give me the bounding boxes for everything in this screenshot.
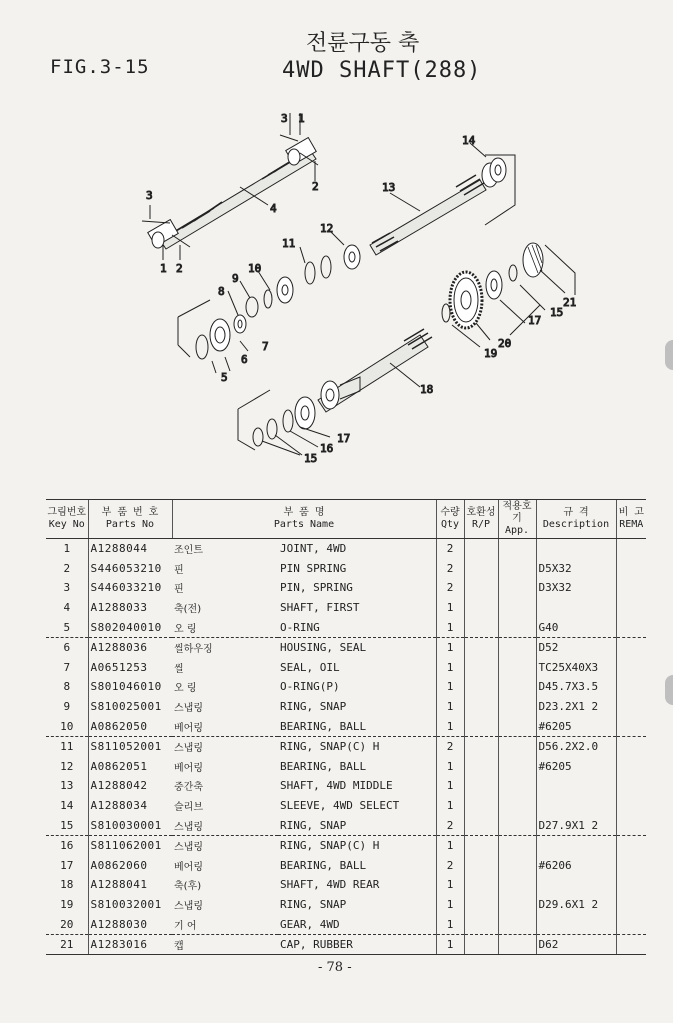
qty-cell: 1	[436, 716, 464, 736]
korean-name-cell: 핀	[174, 584, 184, 596]
rp-cell	[464, 637, 498, 657]
remarks-cell	[616, 637, 646, 657]
key-cell: 10	[46, 716, 88, 736]
table-row	[46, 856, 646, 876]
parts-name-cell: SHAFT, 4WD REAR	[280, 878, 380, 892]
qty-cell: 1	[436, 914, 464, 934]
remarks-cell	[616, 658, 646, 678]
key-cell: 7	[63, 660, 71, 674]
rp-cell	[464, 875, 498, 895]
parts-name-cell: RING, SNAP(C) H	[280, 740, 380, 754]
callout: 21	[563, 296, 577, 309]
parts-no-cell: S446053210	[88, 559, 172, 579]
description-cell	[536, 914, 616, 934]
description-cell: D23.2X1 2	[536, 697, 616, 717]
key-cell: 4	[63, 601, 71, 615]
table-row	[46, 598, 646, 618]
parts-no-cell: S810032001	[88, 895, 172, 915]
rp-cell	[464, 578, 498, 598]
qty-cell: 1	[436, 934, 464, 955]
parts-no-cell: A1288034	[88, 796, 172, 816]
app-cell	[498, 658, 536, 678]
description-cell	[536, 796, 616, 816]
description-cell: D3X32	[536, 578, 616, 598]
col-description: 규 격 Description	[536, 500, 616, 539]
app-cell	[498, 578, 536, 598]
parts-no-cell: S811052001	[88, 736, 172, 756]
description-cell	[536, 598, 616, 618]
parts-no-cell: A0651253	[88, 658, 172, 678]
qty-cell: 1	[436, 617, 464, 637]
remarks-cell	[616, 815, 646, 835]
app-cell	[498, 835, 536, 855]
remarks-cell	[616, 796, 646, 816]
page-title-english: 4WD SHAFT(288)	[282, 58, 482, 83]
description-cell: TC25X40X3	[536, 658, 616, 678]
fig-label: FIG.3-15	[50, 56, 150, 78]
app-cell	[498, 598, 536, 618]
parts-no-cell: S446033210	[88, 578, 172, 598]
parts-name-cell: BEARING, BALL	[278, 716, 436, 736]
table-row	[46, 658, 646, 678]
parts-name-cell: JOINT, 4WD	[280, 542, 347, 556]
app-cell	[498, 934, 536, 955]
qty-cell: 2	[436, 736, 464, 756]
parts-no-cell: A1283016	[88, 934, 172, 955]
korean-name-cell: 베어링	[172, 716, 278, 736]
callout: 6	[241, 353, 248, 366]
description-cell: D62	[536, 934, 616, 955]
parts-no-cell: A0862051	[88, 757, 172, 777]
korean-name-cell: 스냅링	[172, 815, 278, 835]
key-cell: 12	[60, 759, 74, 773]
key-cell: 13	[60, 779, 74, 793]
remarks-cell	[616, 875, 646, 895]
korean-name-cell: 스냅링	[174, 842, 203, 854]
description-cell: #6205	[536, 716, 616, 736]
remarks-cell	[616, 578, 646, 598]
remarks-cell	[616, 757, 646, 777]
qty-cell: 2	[436, 815, 464, 835]
parts-no-cell: S801046010	[88, 677, 172, 697]
table-row	[46, 559, 646, 579]
korean-name-cell: 스냅링	[174, 743, 203, 755]
korean-name-cell: 조인트	[174, 545, 203, 557]
remarks-cell	[616, 697, 646, 717]
key-cell: 21	[46, 934, 88, 955]
col-remarks: 비 고 REMA	[616, 500, 646, 539]
parts-name-cell: BEARING, BALL	[280, 858, 367, 872]
parts-no-cell: A1288030	[88, 914, 172, 934]
korean-name-cell: 베어링	[174, 762, 203, 774]
rp-cell	[464, 895, 498, 915]
rp-cell	[464, 835, 498, 855]
key-cell: 20	[46, 914, 88, 934]
korean-name-cell: 스냅링	[174, 703, 203, 715]
parts-no-cell: A1288041	[88, 875, 172, 895]
remarks-cell	[616, 736, 646, 756]
table-row	[46, 578, 646, 598]
parts-no-cell: A1288042	[88, 776, 172, 796]
table-row	[46, 835, 646, 855]
table-row	[46, 914, 646, 934]
middle-shaft-assembly	[330, 143, 515, 269]
app-cell	[498, 895, 536, 915]
page-tab-upper	[665, 340, 673, 370]
remarks-cell	[616, 914, 646, 934]
app-cell	[498, 716, 536, 736]
description-cell: D5X32	[536, 559, 616, 579]
remarks-cell	[616, 598, 646, 618]
parts-no-cell: A0862060	[88, 856, 172, 876]
app-cell	[498, 914, 536, 934]
key-cell: 8	[63, 680, 71, 694]
parts-name-cell: O-RING	[278, 617, 436, 637]
description-cell: D45.7X3.5	[536, 677, 616, 697]
parts-name-cell: PIN SPRING	[280, 561, 347, 575]
description-cell	[536, 875, 616, 895]
gear-assembly	[442, 243, 575, 347]
remarks-cell	[616, 856, 646, 876]
qty-cell: 1	[436, 658, 464, 678]
app-cell	[498, 559, 536, 579]
description-cell: G40	[536, 617, 616, 637]
app-cell	[498, 539, 536, 559]
qty-cell: 1	[436, 598, 464, 618]
col-parts-no: 부 품 번 호 Parts No	[88, 500, 172, 539]
app-cell	[498, 796, 536, 816]
description-cell: D29.6X1 2	[536, 895, 616, 915]
rp-cell	[464, 914, 498, 934]
parts-name-cell: SLEEVE, 4WD SELECT	[280, 799, 400, 813]
app-cell	[498, 875, 536, 895]
rp-cell	[464, 736, 498, 756]
description-cell: D52	[536, 637, 616, 657]
callout: 13	[382, 181, 396, 194]
table-row	[46, 697, 646, 717]
description-cell: #6205	[536, 757, 616, 777]
remarks-cell	[616, 776, 646, 796]
parts-name-cell: RING, SNAP	[278, 815, 436, 835]
table-row	[46, 895, 646, 915]
parts-name-cell: BEARING, BALL	[280, 759, 367, 773]
callout: 15	[550, 306, 564, 319]
parts-name-cell: O-RING(P)	[280, 680, 340, 694]
korean-name-cell: 오 링	[172, 617, 278, 637]
parts-name-cell: SEAL, OIL	[280, 660, 340, 674]
callout: 14	[462, 134, 476, 147]
callout: 15	[304, 452, 318, 465]
qty-cell: 2	[436, 578, 464, 598]
table-row	[46, 796, 646, 816]
col-qty: 수량 Qty	[436, 500, 464, 539]
key-cell: 18	[60, 878, 74, 892]
callout: 5	[221, 371, 228, 384]
parts-name-cell: PIN, SPRING	[280, 581, 353, 595]
app-cell	[498, 736, 536, 756]
description-cell	[536, 539, 616, 559]
col-parts-name: 부 품 명 Parts Name	[172, 500, 436, 539]
table-row	[46, 539, 646, 559]
rp-cell	[464, 598, 498, 618]
korean-name-cell: 오 링	[174, 683, 197, 695]
parts-table	[46, 499, 646, 955]
table-row	[46, 875, 646, 895]
qty-cell: 1	[436, 757, 464, 777]
description-cell	[536, 776, 616, 796]
callout: 7	[262, 340, 269, 353]
parts-no-cell: A1288044	[88, 539, 172, 559]
callout: 3	[281, 112, 288, 125]
callout: 1	[298, 112, 305, 125]
callout: 8	[218, 285, 225, 298]
rp-cell	[464, 796, 498, 816]
col-key: 그림번호 Key No	[46, 500, 88, 539]
callout: 19	[484, 347, 498, 360]
callout: 4	[270, 202, 277, 215]
description-cell: #6206	[536, 856, 616, 876]
rp-cell	[464, 697, 498, 717]
parts-name-cell: CAP, RUBBER	[278, 934, 436, 955]
col-rp: 호환성 R/P	[464, 500, 498, 539]
key-cell: 5	[46, 617, 88, 637]
description-cell: D27.9X1 2	[536, 815, 616, 835]
key-cell: 6	[63, 641, 71, 655]
key-cell: 9	[63, 700, 71, 714]
key-cell: 15	[46, 815, 88, 835]
parts-no-cell: S802040010	[88, 617, 172, 637]
korean-name-cell: 슬리브	[174, 802, 203, 814]
callout: 2	[312, 180, 319, 193]
rp-cell	[464, 776, 498, 796]
callout: 12	[320, 222, 334, 235]
app-cell	[498, 776, 536, 796]
table-row	[46, 757, 646, 777]
callout: 2	[176, 262, 183, 275]
korean-name-cell: 스냅링	[174, 900, 203, 912]
parts-no-cell: A0862050	[88, 716, 172, 736]
app-cell	[498, 637, 536, 657]
parts-no-cell: A1288033	[88, 598, 172, 618]
key-cell: 17	[60, 858, 74, 872]
table-row	[46, 736, 646, 756]
qty-cell: 1	[436, 895, 464, 915]
rp-cell	[464, 539, 498, 559]
app-cell	[498, 757, 536, 777]
qty-cell: 1	[436, 796, 464, 816]
table-header-row	[46, 500, 646, 539]
korean-name-cell: 중간축	[174, 782, 203, 794]
table-row	[46, 776, 646, 796]
qty-cell: 1	[436, 835, 464, 855]
col-app: 적용호기 App.	[498, 500, 536, 539]
korean-name-cell: 씰	[174, 663, 184, 675]
description-cell	[536, 835, 616, 855]
parts-name-cell: SHAFT, 4WD MIDDLE	[280, 779, 393, 793]
qty-cell: 1	[436, 677, 464, 697]
table-row	[46, 716, 646, 736]
remarks-cell	[616, 934, 646, 955]
korean-name-cell: 핀	[174, 564, 184, 576]
page-number: - 78 -	[318, 960, 352, 975]
callout: 17	[337, 432, 351, 445]
remarks-cell	[616, 617, 646, 637]
parts-no-cell: A1288036	[88, 637, 172, 657]
callout: 9	[232, 272, 239, 285]
korean-name-cell: 기 어	[172, 914, 278, 934]
callout: 1	[160, 262, 167, 275]
table-row	[46, 815, 646, 835]
key-cell: 3	[63, 581, 71, 595]
app-cell	[498, 697, 536, 717]
rp-cell	[464, 716, 498, 736]
qty-cell: 1	[436, 875, 464, 895]
parts-name-cell: SHAFT, FIRST	[280, 601, 360, 615]
korean-name-cell: 씰하우징	[174, 644, 213, 656]
remarks-cell	[616, 677, 646, 697]
key-cell: 1	[63, 542, 71, 556]
qty-cell: 2	[436, 559, 464, 579]
table-row	[46, 677, 646, 697]
key-cell: 11	[60, 740, 74, 754]
table-row	[46, 934, 646, 955]
remarks-cell	[616, 835, 646, 855]
korean-name-cell: 베어링	[174, 861, 203, 873]
key-cell: 19	[60, 897, 74, 911]
page-title-korean: 전륜구동 축	[306, 31, 420, 56]
table-row	[46, 637, 646, 657]
rp-cell	[464, 617, 498, 637]
callout: 20	[498, 337, 512, 350]
korean-name-cell: 캡	[172, 934, 278, 955]
qty-cell: 1	[436, 776, 464, 796]
rp-cell	[464, 757, 498, 777]
page-tab-lower	[665, 675, 673, 705]
qty-cell: 2	[436, 539, 464, 559]
parts-no-cell: S811062001	[88, 835, 172, 855]
key-cell: 16	[60, 839, 74, 853]
callout: 11	[282, 237, 296, 250]
rp-cell	[464, 934, 498, 955]
rp-cell	[464, 677, 498, 697]
callout: 18	[420, 383, 434, 396]
rp-cell	[464, 559, 498, 579]
rp-cell	[464, 658, 498, 678]
parts-name-cell: RING, SNAP(C) H	[280, 839, 380, 853]
parts-name-cell: GEAR, 4WD	[278, 914, 436, 934]
callout: 17	[528, 314, 542, 327]
remarks-cell	[616, 539, 646, 559]
exploded-parts-diagram	[0, 95, 673, 495]
parts-name-cell: RING, SNAP	[280, 897, 347, 911]
remarks-cell	[616, 559, 646, 579]
app-cell	[498, 815, 536, 835]
table-row	[46, 617, 646, 637]
parts-name-cell: RING, SNAP	[280, 700, 347, 714]
korean-name-cell: 축(후)	[174, 881, 202, 893]
remarks-cell	[616, 895, 646, 915]
qty-cell: 1	[436, 637, 464, 657]
callout: 10	[248, 262, 262, 275]
rp-cell	[464, 815, 498, 835]
callout: 16	[320, 442, 334, 455]
qty-cell: 1	[436, 697, 464, 717]
parts-no-cell: S810030001	[88, 815, 172, 835]
description-cell: D56.2X2.0	[536, 736, 616, 756]
key-cell: 2	[63, 561, 71, 575]
rp-cell	[464, 856, 498, 876]
qty-cell: 2	[436, 856, 464, 876]
app-cell	[498, 677, 536, 697]
parts-name-cell: HOUSING, SEAL	[280, 641, 367, 655]
callout: 3	[146, 189, 153, 202]
remarks-cell	[616, 716, 646, 736]
parts-no-cell: S810025001	[88, 697, 172, 717]
app-cell	[498, 617, 536, 637]
key-cell: 14	[60, 799, 74, 813]
korean-name-cell: 축(전)	[174, 604, 202, 616]
app-cell	[498, 856, 536, 876]
